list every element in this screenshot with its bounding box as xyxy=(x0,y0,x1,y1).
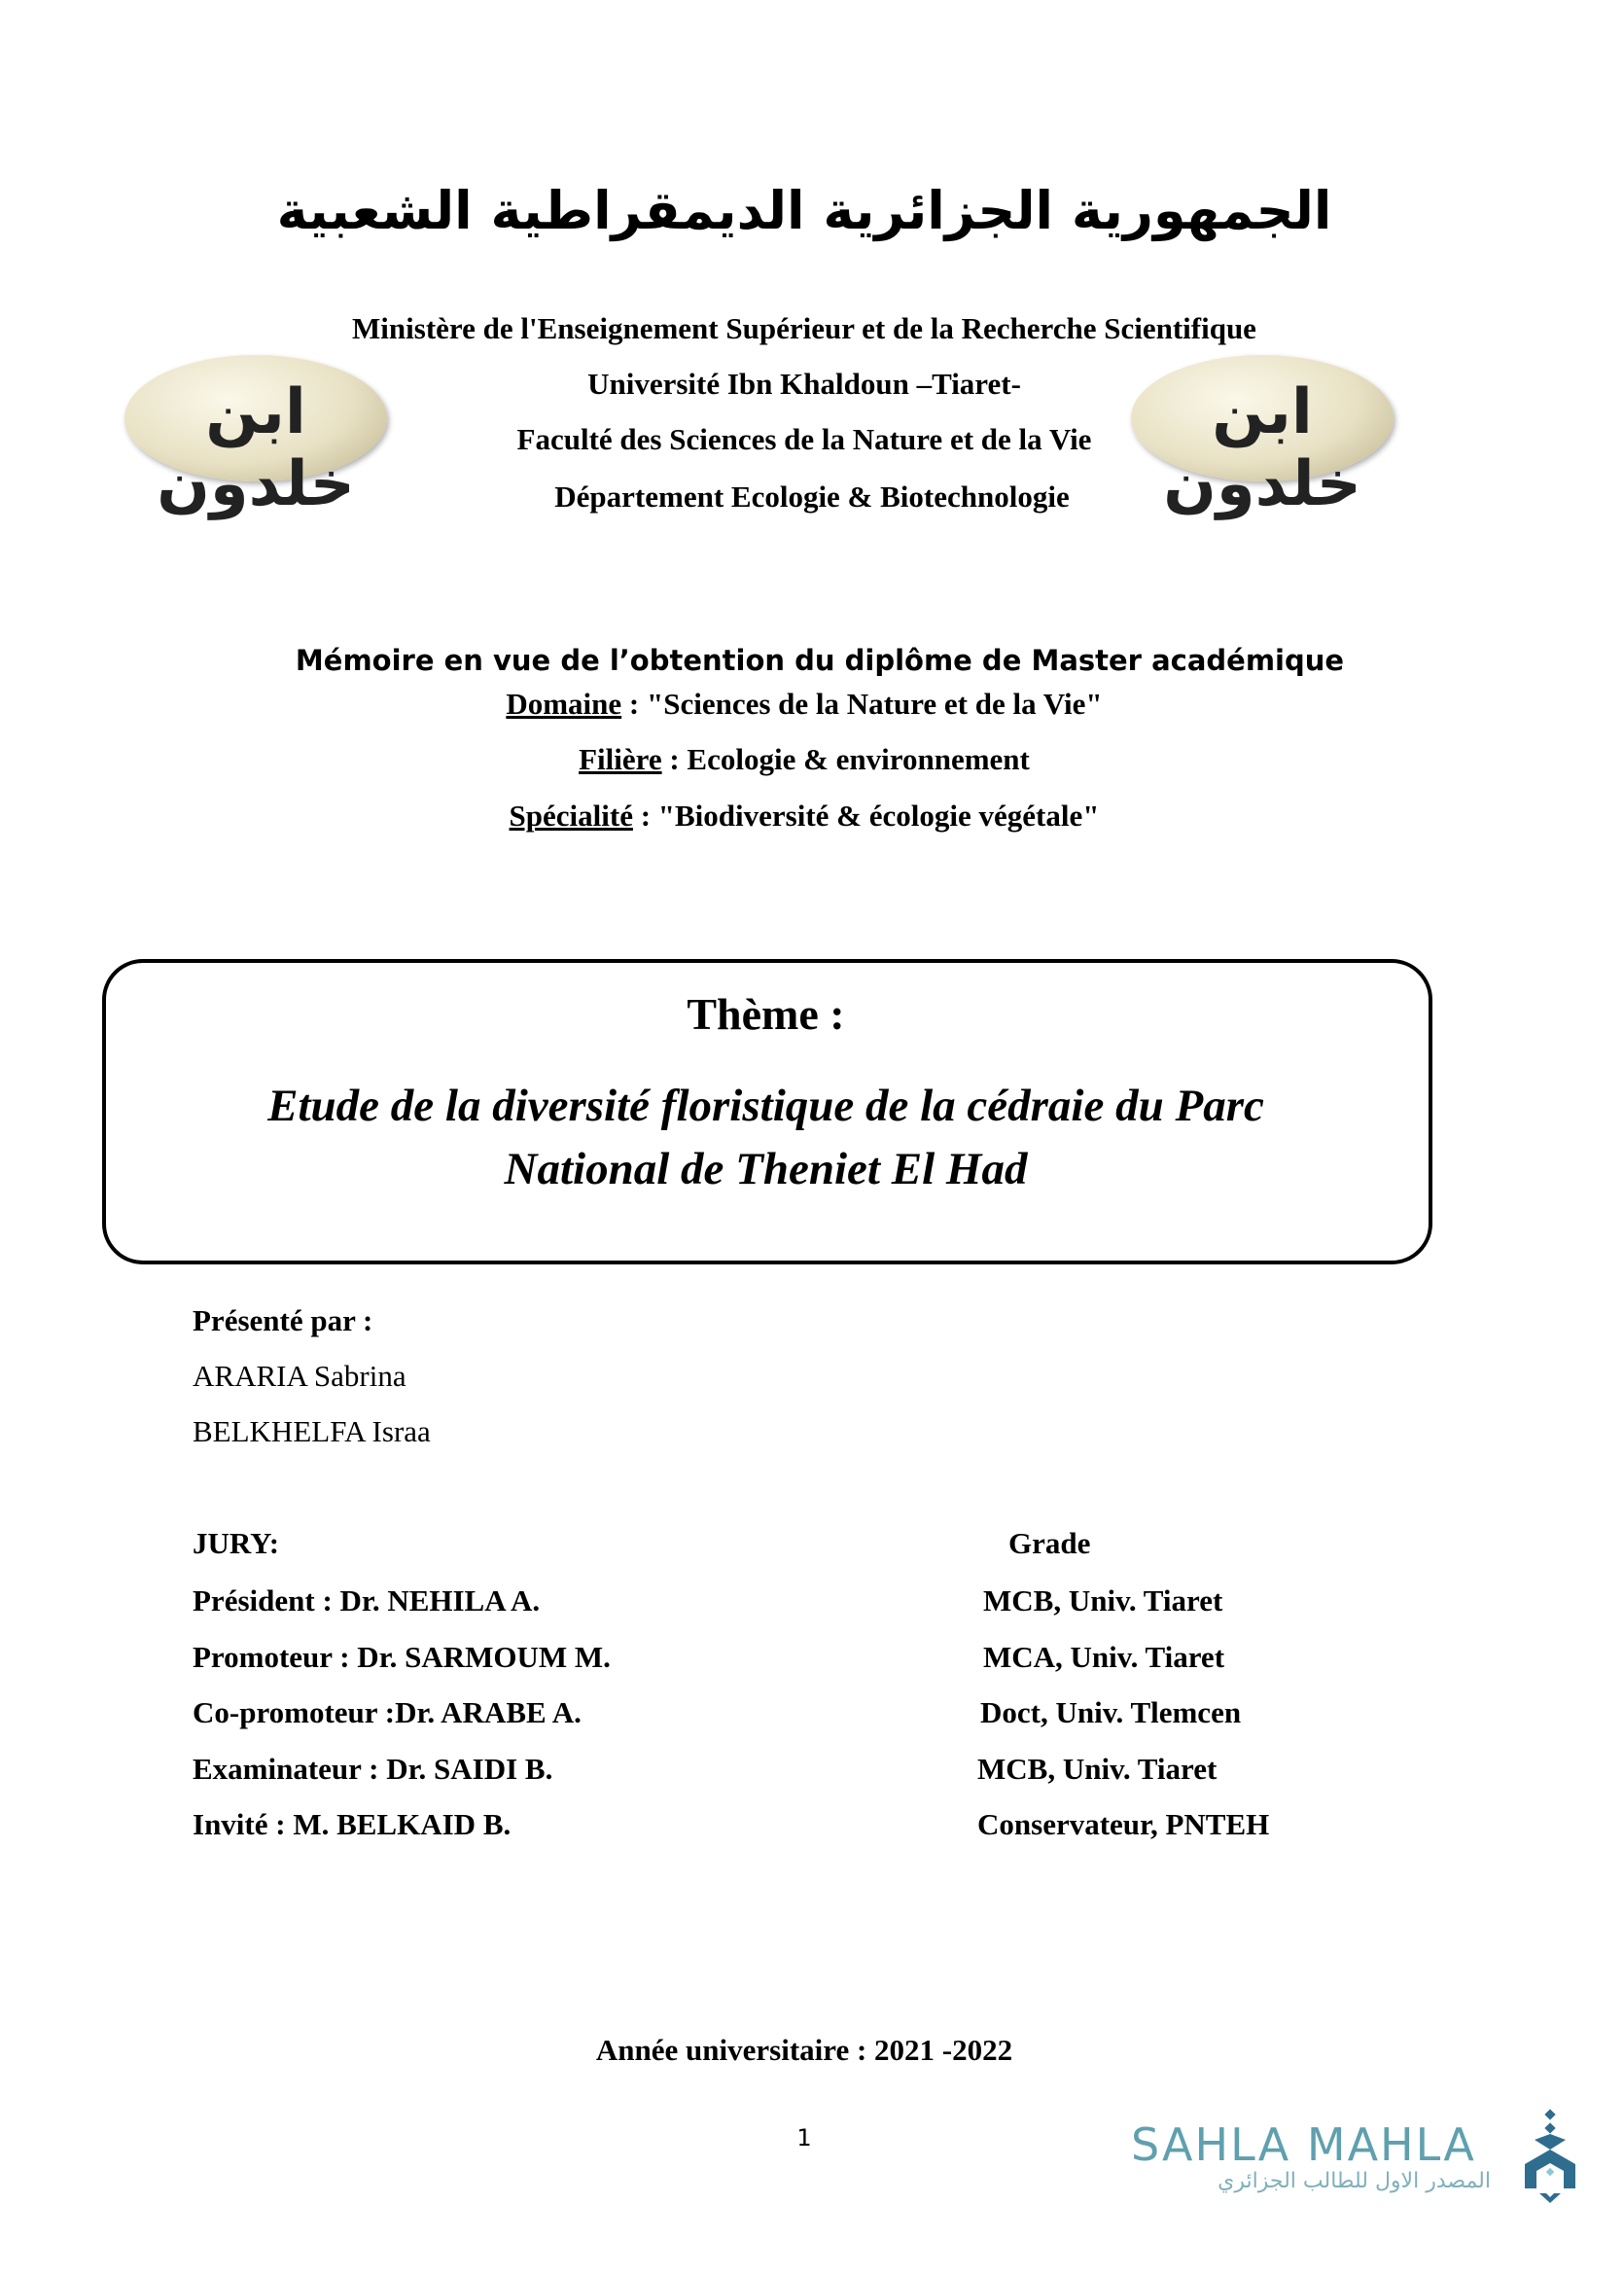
faculty-line: Faculté des Sciences de la Nature et de la Vie xyxy=(516,422,1092,456)
university-logo-left: ابن خلدون xyxy=(124,355,387,481)
memoire-line: Mémoire en vue de l’obtention du diplôme de Master académique xyxy=(295,644,1345,677)
domaine-label: Domaine xyxy=(506,687,622,721)
jury-member-grade: Doct, Univ. Tlemcen xyxy=(980,1695,1242,1729)
jury-member-role: Invité : M. BELKAID B. xyxy=(193,1807,512,1841)
theme-title-line2: National de Theniet El Had xyxy=(504,1144,1028,1194)
filiere-label: Filière xyxy=(579,742,662,776)
domaine-value: : "Sciences de la Nature et de la Vie" xyxy=(621,687,1103,721)
watermark-subtitle: المصدر الاول للطالب الجزائري xyxy=(1218,2169,1491,2193)
filiere-line xyxy=(0,742,1608,777)
jury-member-role: Président : Dr. NEHILA A. xyxy=(193,1583,541,1617)
ministry-line: Ministère de l'Enseignement Supérieur et de la Recherche Scientifique xyxy=(352,311,1256,345)
jury-member-grade: Conservateur, PNTEH xyxy=(977,1807,1270,1841)
department-line: Département Ecologie & Biotechnologie xyxy=(554,480,1070,514)
filiere-value: : Ecologie & environnement xyxy=(661,742,1030,776)
student-name: BELKHELFA Israa xyxy=(193,1414,431,1448)
specialite-label: Spécialité xyxy=(509,799,633,833)
grade-label: Grade xyxy=(1008,1526,1091,1560)
theme-title-line1: Etude de la diversité floristique de la cédraie du Parc xyxy=(267,1081,1264,1131)
presented-by-label: Présenté par : xyxy=(193,1303,373,1337)
specialite-line xyxy=(0,799,1608,834)
theme-label: Thème : xyxy=(687,989,845,1039)
jury-member-grade: MCB, Univ. Tiaret xyxy=(983,1583,1223,1617)
jury-member-role: Examinateur : Dr. SAIDI B. xyxy=(193,1752,553,1786)
academic-year: Année universitaire : 2021 -2022 xyxy=(595,2033,1013,2067)
sahla-mahla-emblem-icon xyxy=(1515,2111,1588,2208)
page-number: 1 xyxy=(796,2124,812,2151)
domaine-line xyxy=(0,687,1608,722)
jury-member-role: Promoteur : Dr. SARMOUM M. xyxy=(193,1640,611,1674)
university-line: Université Ibn Khaldoun –Tiaret- xyxy=(587,367,1021,401)
specialite-value: : "Biodiversité & écologie végétale" xyxy=(632,799,1100,833)
university-logo-right: ابن خلدون xyxy=(1131,355,1394,481)
jury-label: JURY: xyxy=(193,1526,280,1560)
arabic-republic-title: الجمهورية الجزائرية الديمقراطية الشعبية xyxy=(276,180,1332,241)
watermark-title: SAHLA MAHLA xyxy=(1131,2118,1476,2171)
jury-member-grade: MCB, Univ. Tiaret xyxy=(977,1752,1218,1786)
jury-member-role: Co-promoteur :Dr. ARABE A. xyxy=(193,1695,582,1729)
jury-member-grade: MCA, Univ. Tiaret xyxy=(983,1640,1225,1674)
student-name: ARARIA Sabrina xyxy=(193,1359,406,1393)
sahla-mahla-watermark xyxy=(1131,2120,1491,2193)
